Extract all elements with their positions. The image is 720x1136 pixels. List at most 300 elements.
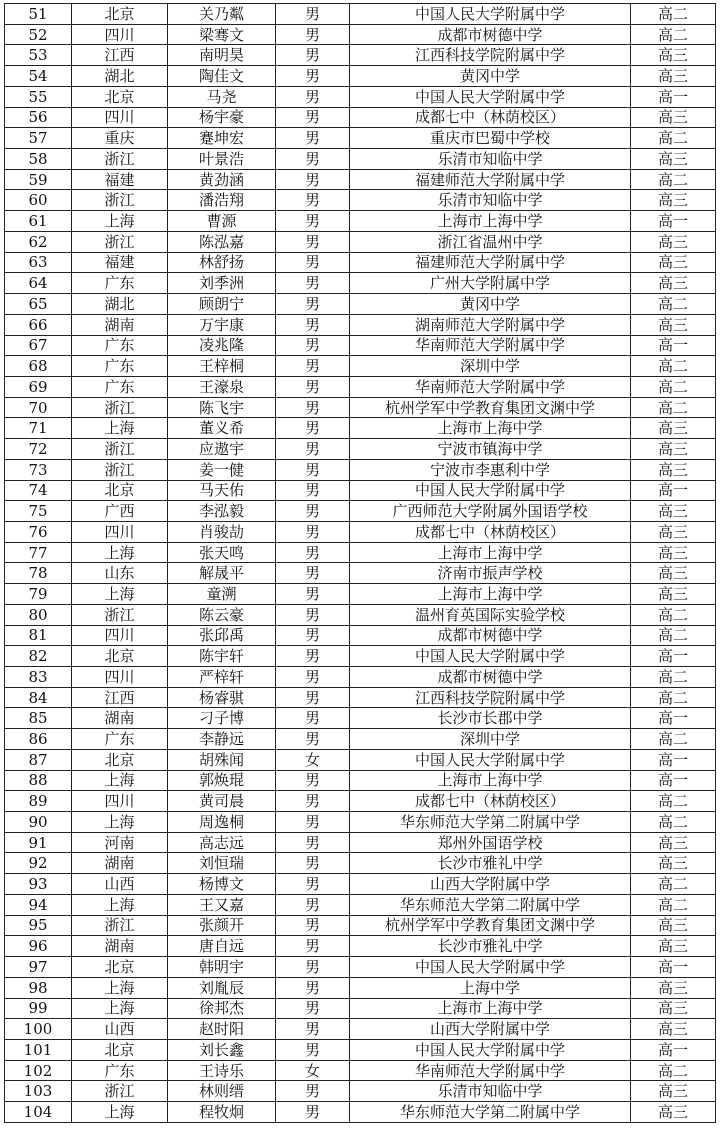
grade-level-cell: 高三 (631, 190, 716, 211)
province-cell: 广东 (72, 273, 168, 294)
table-row (5, 977, 716, 998)
province-cell: 上海 (72, 770, 168, 791)
table-row (5, 936, 716, 957)
student-name-cell: 张颜开 (168, 915, 276, 936)
student-name-cell: 关乃粼 (168, 4, 276, 25)
row-number-cell: 91 (5, 832, 72, 853)
grade-level-cell: 高三 (631, 66, 716, 87)
grade-level-cell: 高二 (631, 791, 716, 812)
school-name-cell: 乐清市知临中学 (350, 1081, 631, 1102)
grade-level-cell: 高一 (631, 708, 716, 729)
school-name-cell: 华东师范大学第二附属中学 (350, 812, 631, 833)
gender-cell: 男 (276, 936, 350, 957)
table-row (5, 211, 716, 232)
table-row (5, 1060, 716, 1081)
gender-cell: 男 (276, 501, 350, 522)
row-number-cell: 92 (5, 853, 72, 874)
table-row (5, 1102, 716, 1123)
grade-level-cell: 高一 (631, 646, 716, 667)
school-name-cell: 中国人民大学附属中学 (350, 646, 631, 667)
table-row (5, 812, 716, 833)
school-name-cell: 华南师范大学附属中学 (350, 335, 631, 356)
school-name-cell: 上海市上海中学 (350, 542, 631, 563)
student-name-cell: 董义希 (168, 418, 276, 439)
row-number-cell: 89 (5, 791, 72, 812)
row-number-cell: 96 (5, 936, 72, 957)
grade-level-cell: 高二 (631, 128, 716, 149)
student-name-cell: 杨睿骐 (168, 687, 276, 708)
table-row (5, 66, 716, 87)
row-number-cell: 64 (5, 273, 72, 294)
gender-cell: 男 (276, 252, 350, 273)
gender-cell: 男 (276, 646, 350, 667)
province-cell: 四川 (72, 625, 168, 646)
province-cell: 上海 (72, 584, 168, 605)
table-row (5, 4, 716, 25)
province-cell: 广东 (72, 729, 168, 750)
row-number-cell: 71 (5, 418, 72, 439)
student-name-cell: 陈宇轩 (168, 646, 276, 667)
table-row (5, 770, 716, 791)
gender-cell: 男 (276, 418, 350, 439)
student-name-cell: 陈云豪 (168, 604, 276, 625)
gender-cell: 男 (276, 563, 350, 584)
student-name-cell: 严梓轩 (168, 667, 276, 688)
grade-level-cell: 高一 (631, 957, 716, 978)
grade-level-cell: 高二 (631, 1060, 716, 1081)
gender-cell: 男 (276, 128, 350, 149)
school-name-cell: 长沙市雅礼中学 (350, 936, 631, 957)
grade-level-cell: 高三 (631, 1102, 716, 1123)
grade-level-cell: 高二 (631, 4, 716, 25)
school-name-cell: 成都七中（林荫校区） (350, 791, 631, 812)
gender-cell: 男 (276, 24, 350, 45)
row-number-cell: 59 (5, 169, 72, 190)
school-name-cell: 上海市上海中学 (350, 211, 631, 232)
table-row (5, 542, 716, 563)
row-number-cell: 84 (5, 687, 72, 708)
gender-cell: 女 (276, 749, 350, 770)
province-cell: 福建 (72, 252, 168, 273)
grade-level-cell: 高三 (631, 459, 716, 480)
student-name-cell: 刘长鑫 (168, 1039, 276, 1060)
student-name-cell: 李静远 (168, 729, 276, 750)
row-number-cell: 63 (5, 252, 72, 273)
grade-level-cell: 高三 (631, 107, 716, 128)
province-cell: 四川 (72, 107, 168, 128)
student-name-cell: 程牧炯 (168, 1102, 276, 1123)
grade-level-cell: 高三 (631, 542, 716, 563)
row-number-cell: 55 (5, 86, 72, 107)
table-row (5, 190, 716, 211)
student-name-cell: 叶景浩 (168, 149, 276, 170)
province-cell: 浙江 (72, 439, 168, 460)
school-name-cell: 江西科技学院附属中学 (350, 687, 631, 708)
school-name-cell: 华南师范大学附属中学 (350, 1060, 631, 1081)
school-name-cell: 重庆市巴蜀中学校 (350, 128, 631, 149)
gender-cell: 男 (276, 791, 350, 812)
student-name-cell: 陈泓嘉 (168, 231, 276, 252)
gender-cell: 男 (276, 294, 350, 315)
row-number-cell: 61 (5, 211, 72, 232)
student-name-cell: 胡殊闻 (168, 749, 276, 770)
student-name-cell: 陶佳文 (168, 66, 276, 87)
school-name-cell: 成都市树德中学 (350, 625, 631, 646)
grade-level-cell: 高二 (631, 397, 716, 418)
province-cell: 浙江 (72, 459, 168, 480)
gender-cell: 男 (276, 66, 350, 87)
gender-cell: 男 (276, 1019, 350, 1040)
row-number-cell: 87 (5, 749, 72, 770)
row-number-cell: 51 (5, 4, 72, 25)
province-cell: 江西 (72, 45, 168, 66)
school-name-cell: 上海市上海中学 (350, 584, 631, 605)
school-name-cell: 中国人民大学附属中学 (350, 957, 631, 978)
row-number-cell: 90 (5, 812, 72, 833)
row-number-cell: 82 (5, 646, 72, 667)
student-name-cell: 肖骏劼 (168, 521, 276, 542)
grade-level-cell: 高三 (631, 273, 716, 294)
student-name-cell: 李泓毅 (168, 501, 276, 522)
school-name-cell: 福建师范大学附属中学 (350, 169, 631, 190)
grade-level-cell: 高三 (631, 252, 716, 273)
gender-cell: 男 (276, 770, 350, 791)
province-cell: 四川 (72, 791, 168, 812)
row-number-cell: 101 (5, 1039, 72, 1060)
province-cell: 湖南 (72, 314, 168, 335)
row-number-cell: 58 (5, 149, 72, 170)
student-name-cell: 南明昊 (168, 45, 276, 66)
grade-level-cell: 高二 (631, 24, 716, 45)
grade-level-cell: 高一 (631, 335, 716, 356)
student-name-cell: 郭焕琨 (168, 770, 276, 791)
gender-cell: 男 (276, 149, 350, 170)
table-row (5, 1019, 716, 1040)
grade-level-cell: 高三 (631, 314, 716, 335)
table-row (5, 397, 716, 418)
gender-cell: 男 (276, 874, 350, 895)
student-name-cell: 韩明宇 (168, 957, 276, 978)
school-name-cell: 上海市上海中学 (350, 998, 631, 1019)
province-cell: 湖北 (72, 294, 168, 315)
row-number-cell: 75 (5, 501, 72, 522)
school-name-cell: 华南师范大学附属中学 (350, 376, 631, 397)
school-name-cell: 黄冈中学 (350, 66, 631, 87)
table-row (5, 874, 716, 895)
gender-cell: 男 (276, 439, 350, 460)
table-row (5, 439, 716, 460)
table-row (5, 231, 716, 252)
student-name-cell: 杨博文 (168, 874, 276, 895)
grade-level-cell: 高二 (631, 169, 716, 190)
row-number-cell: 60 (5, 190, 72, 211)
table-row (5, 501, 716, 522)
table-row (5, 107, 716, 128)
grade-level-cell: 高三 (631, 231, 716, 252)
province-cell: 上海 (72, 894, 168, 915)
student-name-cell: 曹源 (168, 211, 276, 232)
grade-level-cell: 高二 (631, 667, 716, 688)
school-name-cell: 山西大学附属中学 (350, 1019, 631, 1040)
table-row (5, 335, 716, 356)
grade-level-cell: 高三 (631, 977, 716, 998)
row-number-cell: 97 (5, 957, 72, 978)
gender-cell: 男 (276, 169, 350, 190)
table-row (5, 853, 716, 874)
grade-level-cell: 高三 (631, 563, 716, 584)
row-number-cell: 70 (5, 397, 72, 418)
school-name-cell: 中国人民大学附属中学 (350, 4, 631, 25)
gender-cell: 男 (276, 708, 350, 729)
province-cell: 福建 (72, 169, 168, 190)
gender-cell: 男 (276, 45, 350, 66)
student-name-cell: 林舒扬 (168, 252, 276, 273)
table-row (5, 376, 716, 397)
row-number-cell: 68 (5, 356, 72, 377)
grade-level-cell: 高二 (631, 812, 716, 833)
gender-cell: 男 (276, 667, 350, 688)
student-name-cell: 张天鸣 (168, 542, 276, 563)
gender-cell: 女 (276, 1060, 350, 1081)
school-name-cell: 中国人民大学附属中学 (350, 1039, 631, 1060)
gender-cell: 男 (276, 86, 350, 107)
gender-cell: 男 (276, 273, 350, 294)
row-number-cell: 80 (5, 604, 72, 625)
province-cell: 上海 (72, 977, 168, 998)
grade-level-cell: 高三 (631, 1081, 716, 1102)
table-row (5, 1081, 716, 1102)
student-name-cell: 王梓桐 (168, 356, 276, 377)
table-row (5, 957, 716, 978)
table-row (5, 625, 716, 646)
student-name-cell: 马尧 (168, 86, 276, 107)
province-cell: 北京 (72, 4, 168, 25)
table-row (5, 729, 716, 750)
table-row (5, 273, 716, 294)
row-number-cell: 74 (5, 480, 72, 501)
school-name-cell: 山西大学附属中学 (350, 874, 631, 895)
row-number-cell: 69 (5, 376, 72, 397)
gender-cell: 男 (276, 584, 350, 605)
row-number-cell: 100 (5, 1019, 72, 1040)
row-number-cell: 62 (5, 231, 72, 252)
school-name-cell: 郑州外国语学校 (350, 832, 631, 853)
grade-level-cell: 高三 (631, 45, 716, 66)
province-cell: 湖南 (72, 708, 168, 729)
table-row (5, 584, 716, 605)
gender-cell: 男 (276, 1081, 350, 1102)
province-cell: 浙江 (72, 190, 168, 211)
gender-cell: 男 (276, 604, 350, 625)
row-number-cell: 53 (5, 45, 72, 66)
grade-level-cell: 高二 (631, 294, 716, 315)
province-cell: 广东 (72, 335, 168, 356)
grade-level-cell: 高二 (631, 625, 716, 646)
province-cell: 浙江 (72, 149, 168, 170)
school-name-cell: 湖南师范大学附属中学 (350, 314, 631, 335)
gender-cell: 男 (276, 957, 350, 978)
province-cell: 上海 (72, 998, 168, 1019)
row-number-cell: 99 (5, 998, 72, 1019)
gender-cell: 男 (276, 211, 350, 232)
grade-level-cell: 高一 (631, 211, 716, 232)
school-name-cell: 深圳中学 (350, 729, 631, 750)
table-row (5, 708, 716, 729)
province-cell: 河南 (72, 832, 168, 853)
province-cell: 浙江 (72, 604, 168, 625)
gender-cell: 男 (276, 397, 350, 418)
student-name-cell: 杨宇豪 (168, 107, 276, 128)
school-name-cell: 杭州学军中学教育集团文渊中学 (350, 397, 631, 418)
province-cell: 北京 (72, 957, 168, 978)
school-name-cell: 华东师范大学第二附属中学 (350, 1102, 631, 1123)
table-row (5, 687, 716, 708)
row-number-cell: 103 (5, 1081, 72, 1102)
student-name-cell: 凌兆隆 (168, 335, 276, 356)
table-row (5, 169, 716, 190)
province-cell: 浙江 (72, 915, 168, 936)
row-number-cell: 85 (5, 708, 72, 729)
student-name-cell: 赵时阳 (168, 1019, 276, 1040)
student-name-cell: 王诗乐 (168, 1060, 276, 1081)
student-name-cell: 刘胤辰 (168, 977, 276, 998)
school-name-cell: 华东师范大学第二附属中学 (350, 894, 631, 915)
row-number-cell: 77 (5, 542, 72, 563)
province-cell: 北京 (72, 646, 168, 667)
grade-level-cell: 高三 (631, 439, 716, 460)
table-row (5, 521, 716, 542)
grade-level-cell: 高二 (631, 356, 716, 377)
grade-level-cell: 高二 (631, 874, 716, 895)
school-name-cell: 江西科技学院附属中学 (350, 45, 631, 66)
table-row (5, 314, 716, 335)
school-name-cell: 温州育英国际实验学校 (350, 604, 631, 625)
grade-level-cell: 高一 (631, 770, 716, 791)
row-number-cell: 98 (5, 977, 72, 998)
gender-cell: 男 (276, 480, 350, 501)
province-cell: 四川 (72, 521, 168, 542)
student-name-cell: 童溯 (168, 584, 276, 605)
table-row (5, 646, 716, 667)
province-cell: 北京 (72, 480, 168, 501)
gender-cell: 男 (276, 894, 350, 915)
row-number-cell: 52 (5, 24, 72, 45)
row-number-cell: 54 (5, 66, 72, 87)
grade-level-cell: 高三 (631, 998, 716, 1019)
gender-cell: 男 (276, 1102, 350, 1123)
student-name-cell: 潘浩翔 (168, 190, 276, 211)
student-name-cell: 应遨宇 (168, 439, 276, 460)
school-name-cell: 成都七中（林荫校区） (350, 521, 631, 542)
grade-level-cell: 高二 (631, 729, 716, 750)
table-row (5, 294, 716, 315)
student-name-cell: 高志远 (168, 832, 276, 853)
grade-level-cell: 高三 (631, 584, 716, 605)
gender-cell: 男 (276, 542, 350, 563)
school-name-cell: 深圳中学 (350, 356, 631, 377)
school-name-cell: 长沙市雅礼中学 (350, 853, 631, 874)
school-name-cell: 宁波市李惠利中学 (350, 459, 631, 480)
table-row (5, 563, 716, 584)
gender-cell: 男 (276, 459, 350, 480)
school-name-cell: 福建师范大学附属中学 (350, 252, 631, 273)
student-roster-table (4, 3, 716, 1123)
table-row (5, 418, 716, 439)
student-name-cell: 马天佑 (168, 480, 276, 501)
row-number-cell: 94 (5, 894, 72, 915)
student-name-cell: 刁子博 (168, 708, 276, 729)
gender-cell: 男 (276, 356, 350, 377)
school-name-cell: 中国人民大学附属中学 (350, 480, 631, 501)
grade-level-cell: 高三 (631, 521, 716, 542)
grade-level-cell: 高三 (631, 915, 716, 936)
table-row (5, 915, 716, 936)
table-row (5, 459, 716, 480)
grade-level-cell: 高三 (631, 832, 716, 853)
province-cell: 上海 (72, 812, 168, 833)
grade-level-cell: 高三 (631, 936, 716, 957)
gender-cell: 男 (276, 314, 350, 335)
student-name-cell: 解晟平 (168, 563, 276, 584)
student-name-cell: 黄司晨 (168, 791, 276, 812)
grade-level-cell: 高一 (631, 1039, 716, 1060)
gender-cell: 男 (276, 998, 350, 1019)
grade-level-cell: 高三 (631, 501, 716, 522)
province-cell: 广东 (72, 356, 168, 377)
school-name-cell: 成都市树德中学 (350, 24, 631, 45)
province-cell: 湖北 (72, 66, 168, 87)
grade-level-cell: 高三 (631, 853, 716, 874)
table-row (5, 791, 716, 812)
gender-cell: 男 (276, 977, 350, 998)
table-row (5, 480, 716, 501)
gender-cell: 男 (276, 521, 350, 542)
gender-cell: 男 (276, 335, 350, 356)
student-name-cell: 周逸桐 (168, 812, 276, 833)
province-cell: 江西 (72, 687, 168, 708)
row-number-cell: 86 (5, 729, 72, 750)
province-cell: 上海 (72, 542, 168, 563)
province-cell: 广东 (72, 376, 168, 397)
province-cell: 山西 (72, 874, 168, 895)
grade-level-cell: 高二 (631, 894, 716, 915)
student-name-cell: 林则缙 (168, 1081, 276, 1102)
gender-cell: 男 (276, 107, 350, 128)
table-row (5, 45, 716, 66)
grade-level-cell: 高一 (631, 480, 716, 501)
province-cell: 广东 (72, 1060, 168, 1081)
school-name-cell: 宁波市镇海中学 (350, 439, 631, 460)
gender-cell: 男 (276, 4, 350, 25)
table-row (5, 1039, 716, 1060)
grade-level-cell: 高三 (631, 1019, 716, 1040)
school-name-cell: 上海市上海中学 (350, 770, 631, 791)
school-name-cell: 成都七中（林荫校区） (350, 107, 631, 128)
row-number-cell: 67 (5, 335, 72, 356)
gender-cell: 男 (276, 231, 350, 252)
student-name-cell: 王又嘉 (168, 894, 276, 915)
student-name-cell: 陈飞宇 (168, 397, 276, 418)
row-number-cell: 102 (5, 1060, 72, 1081)
grade-level-cell: 高三 (631, 418, 716, 439)
province-cell: 上海 (72, 418, 168, 439)
province-cell: 北京 (72, 749, 168, 770)
school-name-cell: 广西师范大学附属外国语学校 (350, 501, 631, 522)
province-cell: 四川 (72, 667, 168, 688)
student-name-cell: 黄劲涵 (168, 169, 276, 190)
school-name-cell: 成都市树德中学 (350, 667, 631, 688)
school-name-cell: 上海市上海中学 (350, 418, 631, 439)
